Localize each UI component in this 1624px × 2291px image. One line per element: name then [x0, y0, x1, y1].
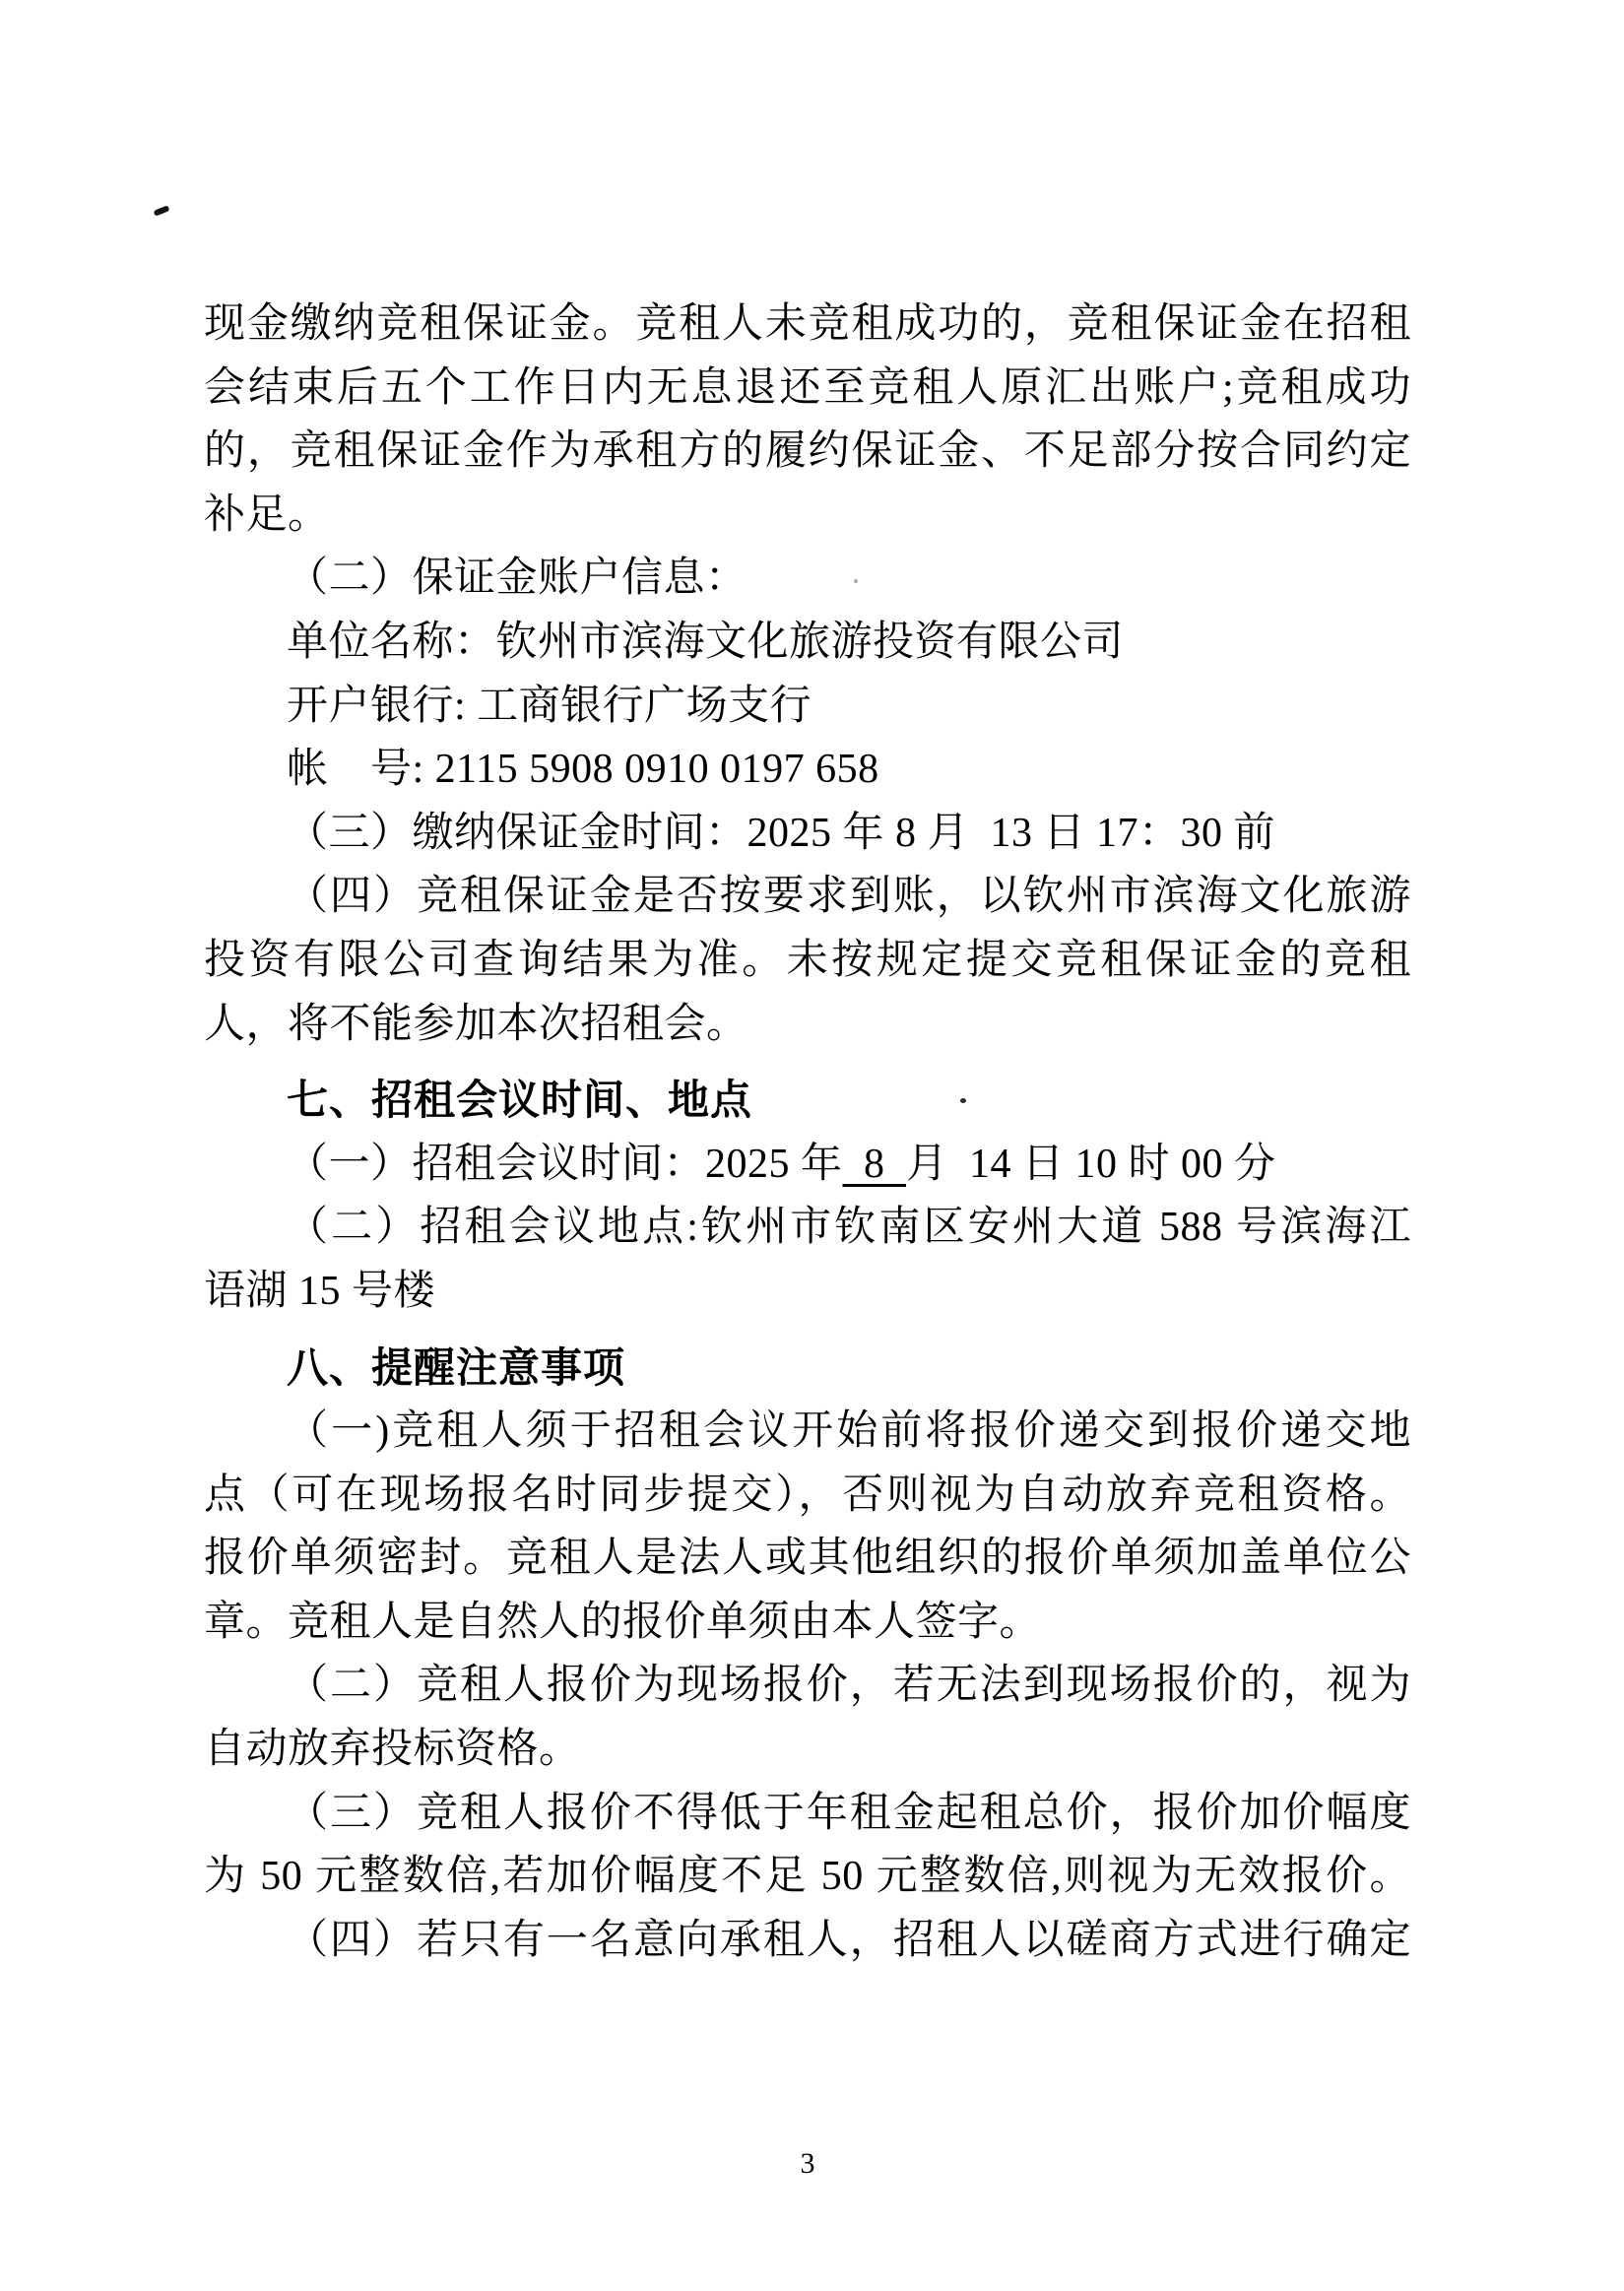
- text-line: [204, 547, 1411, 611]
- text-segment: （四）若只有一名意向承租人，招租人以磋商方式进行确定: [287, 1917, 1411, 1963]
- text-line: [204, 1133, 1411, 1197]
- section-heading: [204, 1337, 1411, 1401]
- text-segment: 八、提醒注意事项: [287, 1343, 626, 1391]
- text-line: [204, 993, 1411, 1057]
- text-line: [204, 1782, 1411, 1846]
- text-segment: （三）缴纳保证金时间：2025 年 8 月 13 日 17：30 前: [287, 810, 1276, 856]
- text-segment: 补足。: [204, 491, 330, 538]
- text-line: [204, 1909, 1411, 1973]
- scan-speck: [153, 205, 169, 217]
- text-line: [204, 1400, 1411, 1464]
- text-segment: （一）招租会议时间：2025 年: [287, 1141, 843, 1187]
- text-line: [204, 675, 1411, 739]
- text-line: [204, 802, 1411, 866]
- text-line: [204, 1591, 1411, 1655]
- text-line: [204, 1845, 1411, 1909]
- text-segment: （一)竞租人须于招租会议开始前将报价递交到报价递交地: [287, 1408, 1411, 1455]
- text-line: [204, 738, 1411, 802]
- text-segment: 点（可在现场报名时同步提交），否则视为自动放弃竞租资格。: [204, 1472, 1411, 1518]
- text-segment: 单位名称：钦州市滨海文化旅游投资有限公司: [287, 619, 1125, 665]
- text-segment: 章。竞租人是自然人的报价单须由本人签字。: [204, 1599, 1042, 1645]
- text-segment: （二）竞租人报价为现场报价，若无法到现场报价的，视为: [287, 1663, 1411, 1709]
- text-line: [204, 420, 1411, 484]
- text-line: [204, 1654, 1411, 1718]
- text-segment: （三）竞租人报价不得低于年租金起租总价，报价加价幅度: [287, 1790, 1411, 1836]
- text-segment: 投资有限公司查询结果为准。未按规定提交竞租保证金的竞租: [204, 937, 1411, 983]
- page-number: 3: [800, 2147, 815, 2180]
- text-segment: 会结束后五个工作日内无息退还至竞租人原汇出账户;竞租成功: [204, 364, 1411, 411]
- text-segment: 为 50 元整数倍,若加价幅度不足 50 元整数倍,则视为无效报价。: [204, 1854, 1411, 1900]
- text-line: [204, 1260, 1411, 1324]
- text-line: [204, 1196, 1411, 1260]
- text-segment: 自动放弃投标资格。: [204, 1727, 581, 1773]
- text-line: [204, 484, 1411, 548]
- text-segment: 帐 号: 2115 5908 0910 0197 658: [287, 747, 879, 793]
- text-line: [204, 611, 1411, 675]
- text-segment: 语湖 15 号楼: [204, 1268, 436, 1314]
- text-segment: 开户银行: 工商银行广场支行: [287, 683, 812, 729]
- text-segment: （二）招租会议地点:钦州市钦南区安州大道 588 号滨海江: [287, 1205, 1411, 1251]
- text-segment: 报价单须密封。竞租人是法人或其他组织的报价单须加盖单位公: [204, 1536, 1411, 1582]
- text-line: [204, 865, 1411, 929]
- text-line: [204, 357, 1411, 421]
- text-segment: （二）保证金账户信息：: [287, 556, 747, 602]
- text-segment: （四）竞租保证金是否按要求到账，以钦州市滨海文化旅游: [287, 874, 1411, 920]
- text-segment: 现金缴纳竞租保证金。竞租人未竞租成功的，竞租保证金在招租: [204, 301, 1411, 347]
- underlined-value: 8: [842, 1141, 907, 1187]
- text-segment: 人，将不能参加本次招租会。: [204, 1001, 748, 1047]
- text-segment: 七、招租会议时间、地点: [287, 1077, 753, 1124]
- text-segment: 月 14 日 10 时 00 分: [906, 1141, 1276, 1187]
- text-segment: 的，竞租保证金作为承租方的履约保证金、不足部分按合同约定: [204, 428, 1411, 475]
- text-line: [204, 1464, 1411, 1528]
- text-line: [204, 1527, 1411, 1591]
- section-heading: [204, 1069, 1411, 1133]
- text-line: [204, 929, 1411, 993]
- text-line: [204, 1718, 1411, 1782]
- document-body: [204, 293, 1411, 1972]
- text-line: [204, 293, 1411, 357]
